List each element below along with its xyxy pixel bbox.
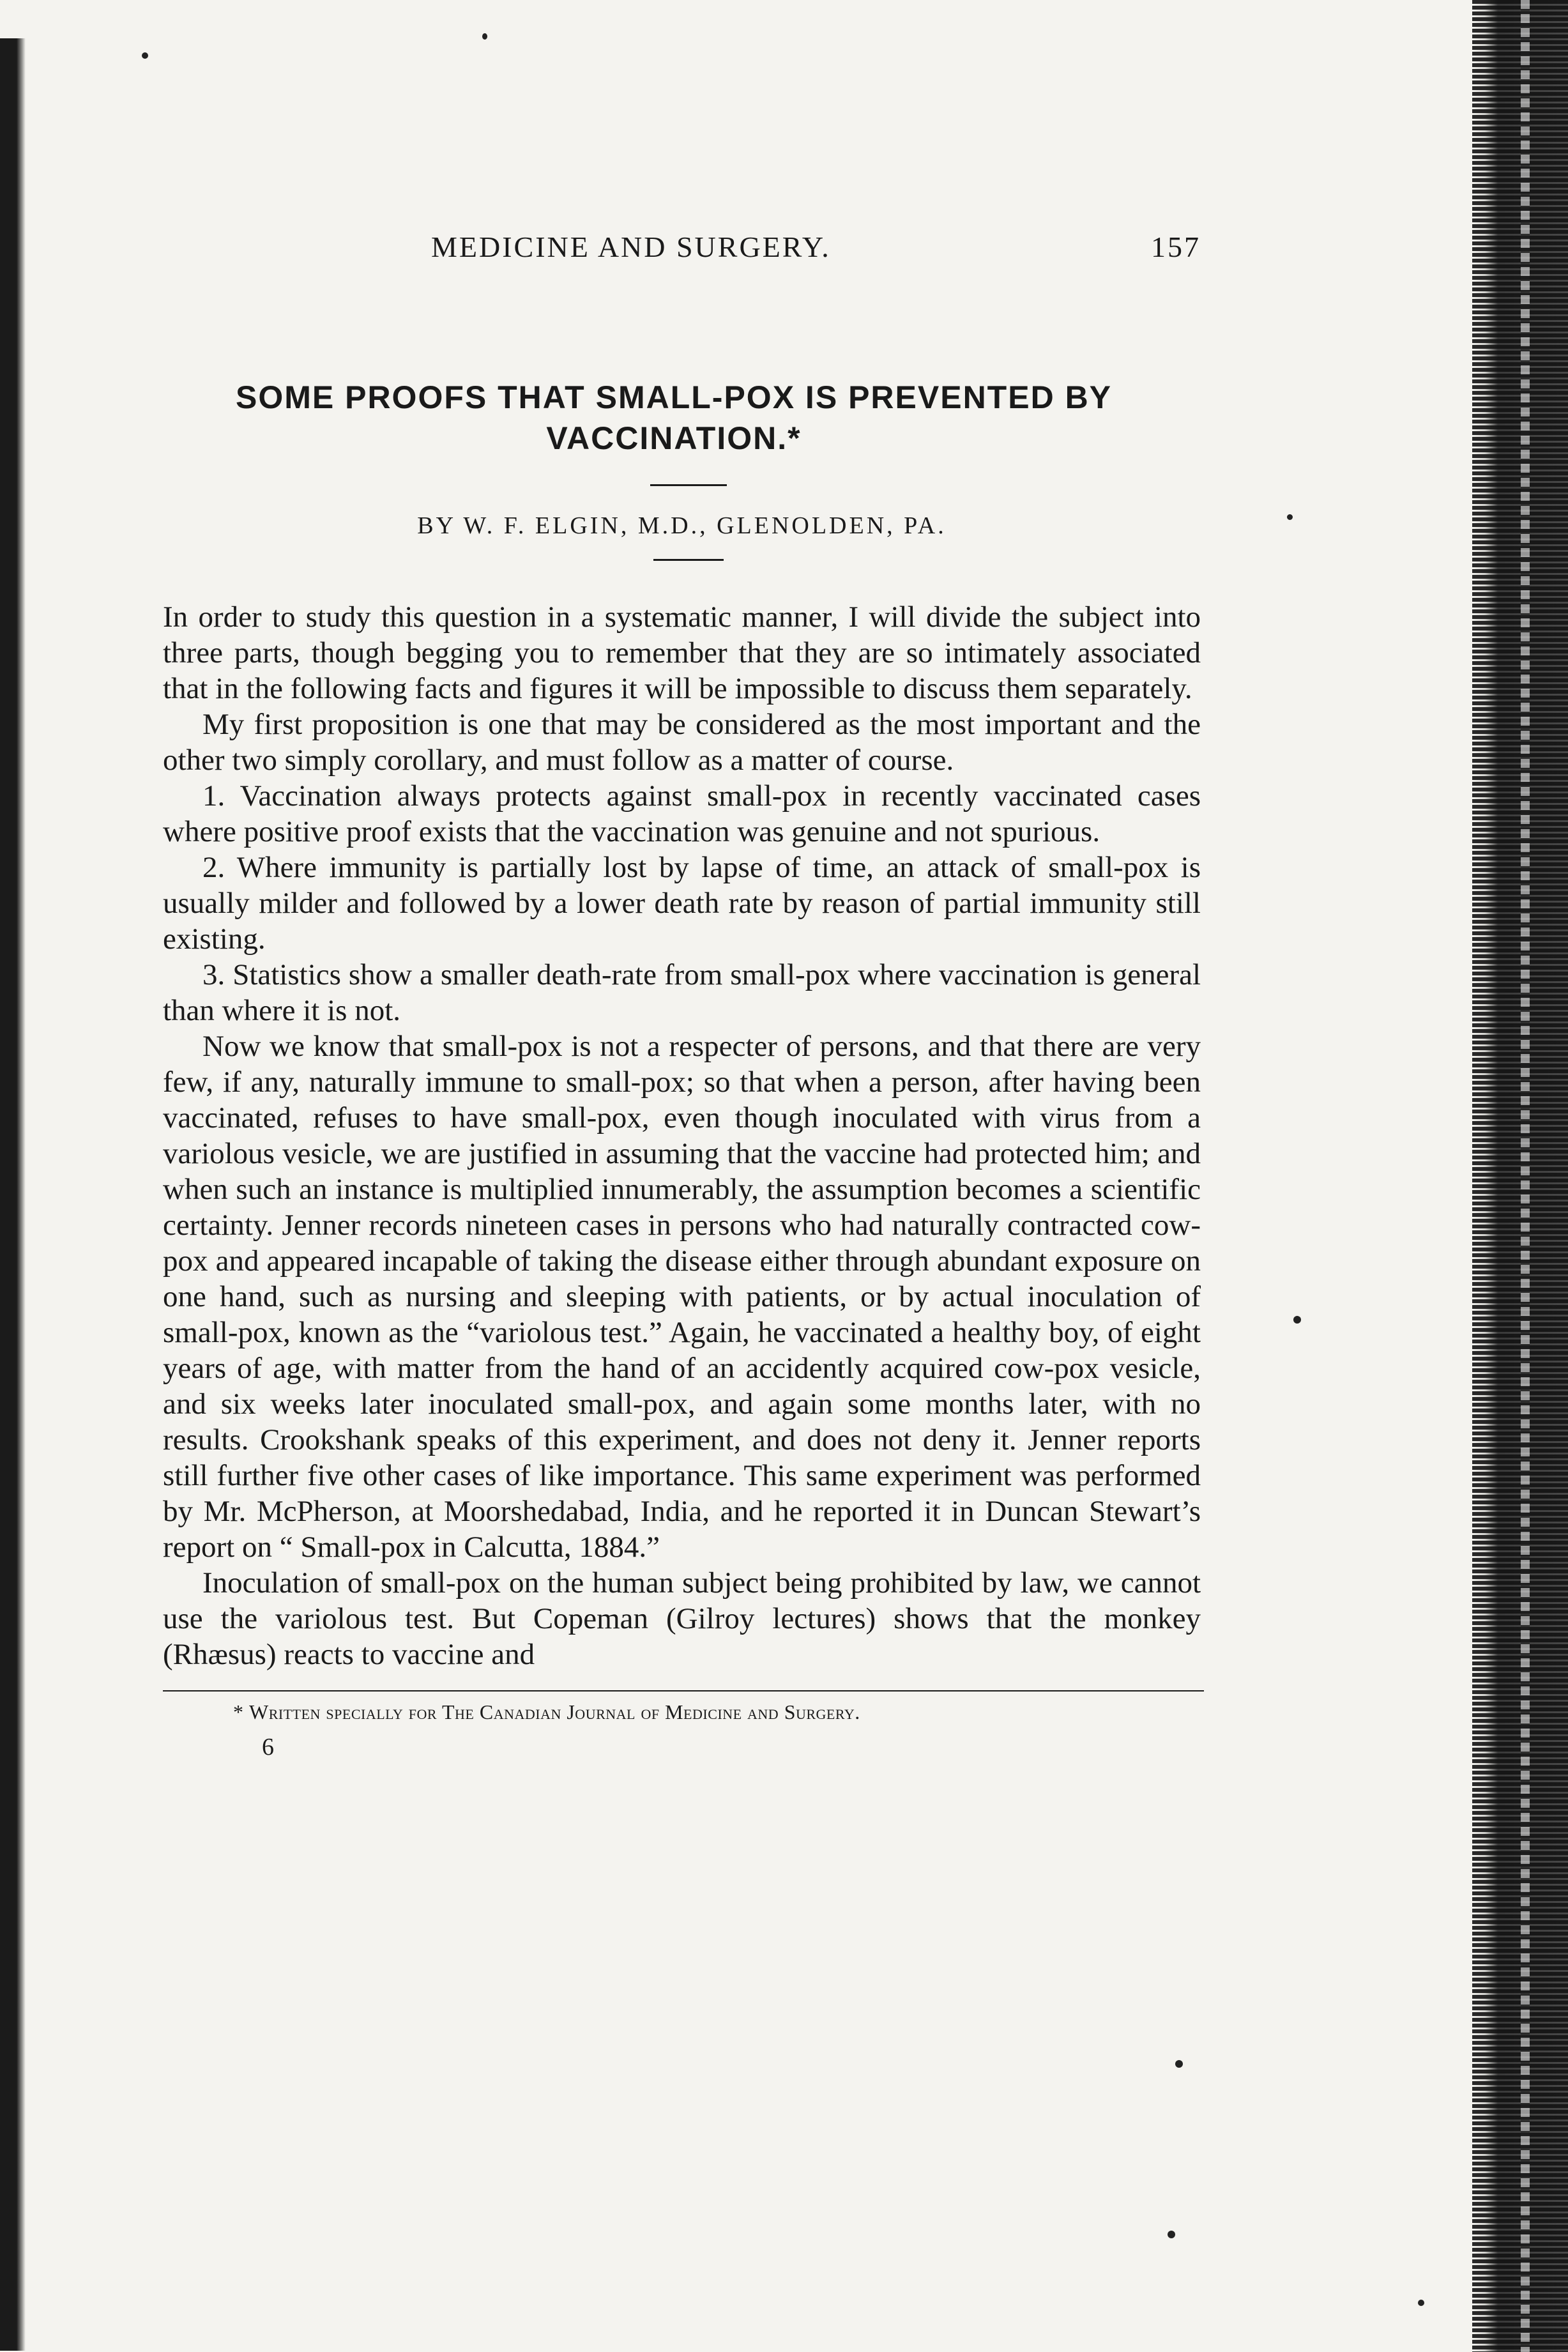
scan-speck: [142, 52, 148, 59]
paragraph: In order to study this question in a systematic manner, I will divide the subject into three parts, though begging you to remember that they are so intimately associated that in the following facts and figures it will be impossible to discuss them separately.: [163, 600, 1201, 705]
footnote-text: Written specially for The Canadian Journal of Medicine and Surgery.: [249, 1700, 860, 1723]
scan-left-edge: [0, 38, 26, 2351]
running-head-title: MEDICINE AND SURGERY.: [431, 231, 831, 263]
paragraph: 2. Where immunity is partially lost by lapse of time, an attack of small-pox is usually milder and followed by a lower death rate by reason of partial immunity still existing.: [163, 851, 1201, 956]
page-content: [163, 230, 1201, 1761]
scan-right-edge: [1472, 0, 1568, 2352]
scan-speck: [1287, 514, 1293, 520]
byline-rule: [653, 559, 724, 561]
paragraph: Inoculation of small-pox on the human subject being prohibited by law, we cannot use the variolous test. But Copeman (Gilroy lectures) shows that the monkey (Rhæsus) reacts to vaccine and: [163, 1566, 1201, 1671]
signature-mark: 6: [262, 1734, 274, 1760]
byline: BY W. F. ELGIN, M.D., GLENOLDEN, PA.: [417, 512, 947, 539]
paragraph: 3. Statistics show a smaller death-rate from small-pox where vaccination is general than where it is not.: [163, 958, 1201, 1027]
scan-speck: [482, 33, 487, 40]
scan-speck: [1418, 2300, 1424, 2306]
title-rule: [650, 484, 727, 486]
paragraph: My first proposition is one that may be considered as the most important and the other two simply corollary, and must follow as a matter of course.: [163, 708, 1201, 777]
paragraph: Now we know that small-pox is not a respecter of persons, and that there are very few, if any, naturally immune to small-pox; so that when a person, after having been vaccinated, refuses to have small-pox, even though inoculated with virus from a variolous vesicle, we are justified in assuming that the vaccine had protected him; and when such an instance is multiplied innumerably, the assumption becomes a scientific certainty. Jenner records nineteen cases in persons who had naturally contracted cow-pox and appeared incapable of taking the disease either through abundant exposure on one hand, such as nursing and sleeping with patients, or by actual inoculation of small-pox, known as the “variolous test.” Again, he vaccinated a healthy boy, of eight years of age, with matter from the hand of an accidently acquired cow-pox vesicle, and six weeks later inoculated small-pox, and again some months later, with no results. Crookshank speaks of this experiment, and does not deny it. Jenner reports still further five other cases of like importance. This same experiment was performed by Mr. McPherson, at Moorshedabad, India, and he reported it in Duncan Stewart’s report on “ Small-pox in Calcutta, 1884.”: [163, 1030, 1201, 1564]
footnote-marker: *: [233, 1700, 249, 1723]
article-title: SOME PROOFS THAT SMALL-POX IS PREVENTED BY VACCINATION.*: [235, 379, 1113, 456]
article-body: [163, 599, 1201, 1672]
scan-speck: [1293, 1316, 1301, 1324]
footnote: [233, 1700, 1201, 1724]
paragraph: 1. Vaccination always protects against small-pox in recently vaccinated cases where positive proof exists that the vaccination was genuine and not spurious.: [163, 779, 1201, 848]
scan-speck: [1168, 2231, 1175, 2238]
running-head: [163, 230, 1201, 287]
page-number: 157: [1151, 231, 1201, 263]
footnote-rule: [163, 1690, 1204, 1691]
scan-right-edge-pattern: [1521, 0, 1530, 2352]
scan-speck: [1175, 2060, 1183, 2068]
